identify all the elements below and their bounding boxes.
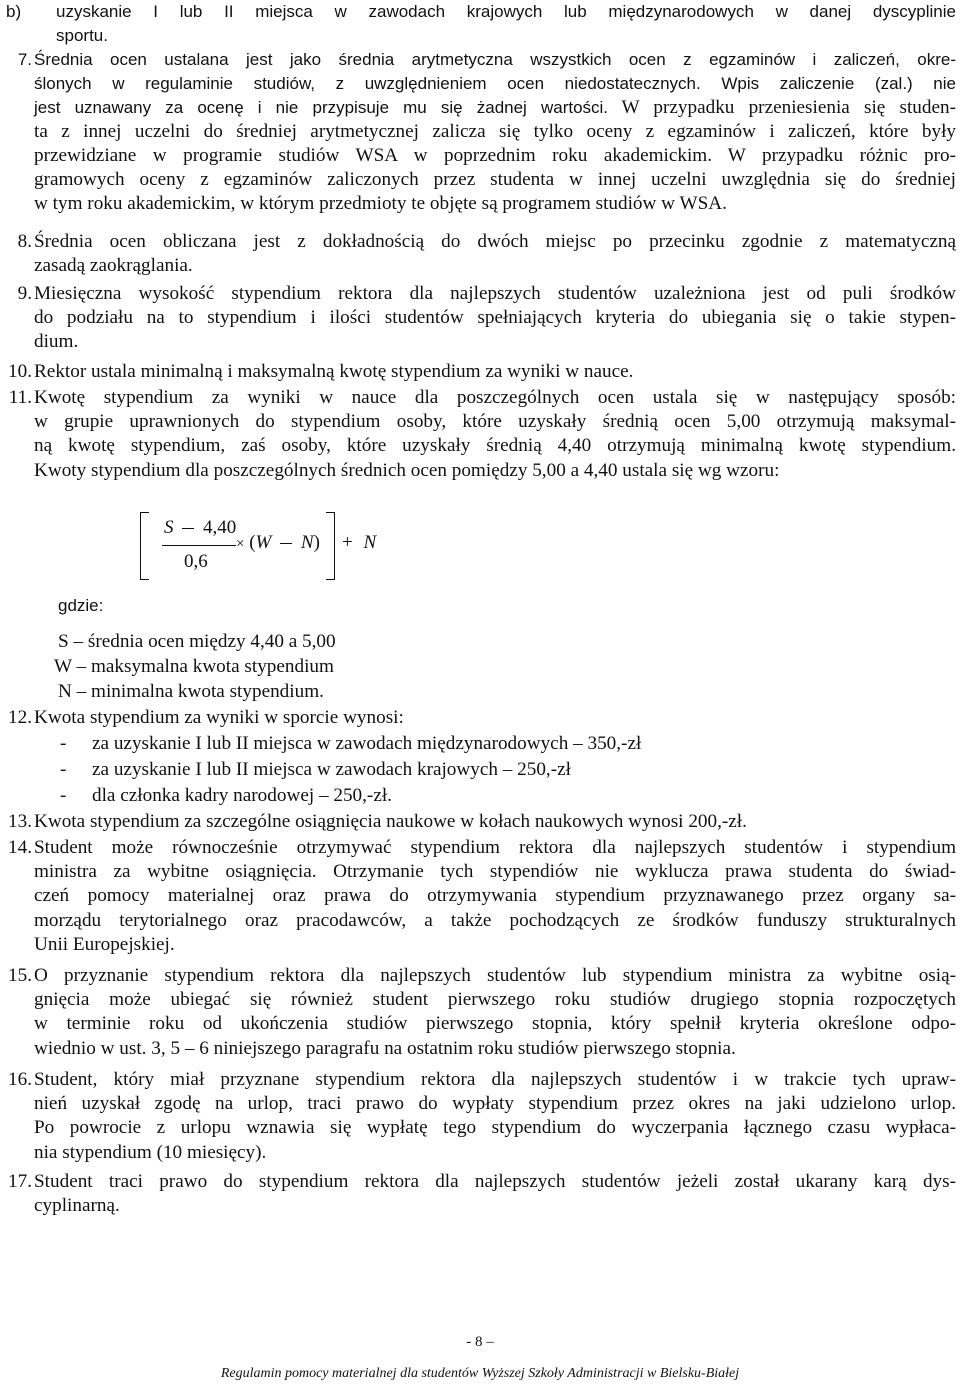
page-number: - 8 – — [466, 1334, 494, 1350]
paragraph-number: 14. — [8, 837, 32, 858]
stipend-formula — [140, 512, 400, 580]
text-line: nień uzyskał zgodę na urlop, traci prawo do wypłaty stypendium przez okres na jaki udzielono urlop. — [34, 1093, 956, 1115]
paragraph-number: 12. — [8, 707, 32, 728]
text-line: morządu terytorialnego oraz pracodawców, a także pochodzących ze środków funduszy strukturalnych — [34, 909, 956, 931]
text-line: Kwota stypendium za wyniki w sporcie wynosi: — [34, 707, 404, 728]
text-line: gramowych oceny z egzaminów zaliczonych przez studenta w innej uczelni uwzględnia się do średniej — [34, 169, 956, 191]
text-line: zasadą zaokrąglania. — [34, 255, 193, 277]
text-line: gnięcia może ubiegać się również student pierwszego roku studiów drugiego stopnia rozpoczętych — [34, 989, 956, 1011]
text-line: W przypadku przeniesienia się studen- — [621, 97, 956, 118]
text-line: O przyznanie stypendium rektora dla najlepszych studentów lub stypendium ministra za wybitne osią- — [34, 965, 956, 986]
text-line: dium. — [34, 331, 79, 353]
text-line: Rektor ustala minimalną i maksymalną kwotę stypendium za wyniki w nauce. — [34, 361, 634, 382]
legend-item: W – maksymalna kwota stypendium — [54, 656, 334, 677]
paragraph-number: 11. — [8, 387, 32, 408]
text-line: Kwotę stypendium za wyniki w nauce dla poszczególnych ocen ustala się w następujący sposób: — [34, 387, 956, 408]
paragraph-number: 8. — [17, 231, 32, 252]
text-line: cyplinarną. — [34, 1195, 120, 1217]
formula-numerator: S 4,40 — [164, 517, 237, 538]
formula-right-bracket — [326, 512, 335, 580]
fraction-bar — [162, 545, 236, 546]
text-line: ślonych w regulaminie studiów, z uwzględnieniem ocen niedostatecznych. Wpis zaliczenie (zal.) nie — [34, 74, 956, 93]
paragraph-number: 13. — [8, 811, 32, 832]
text-line: do podziału na to stypendium i ilości studentów spełniających kryteria do ubiegania się o takie stypen- — [34, 307, 956, 329]
formula-left-bracket — [140, 512, 149, 580]
text-line: wiednio w ust. 3, 5 – 6 niniejszego paragrafu na ostatnim roku studiów pierwszego stopnia. — [34, 1037, 736, 1059]
text-line: Kwota stypendium za szczególne osiągnięcia naukowe w kołach naukowych wynosi 200,-zł. — [34, 811, 747, 832]
paragraph-number: 16. — [8, 1069, 32, 1090]
text-line: nia stypendium (10 miesięcy). — [34, 1141, 267, 1163]
text-line: Unii Europejskiej. — [34, 933, 175, 955]
text-line: w terminie roku od ukończenia studiów pierwszego stopnia, który spełnił kryteria określone odpo- — [34, 1013, 956, 1035]
text-line: Kwoty stypendium dla poszczególnych średnich ocen pomiędzy 5,00 a 4,40 ustala się wg wzoru: — [34, 459, 780, 481]
formula-product: × (W N) — [236, 532, 320, 553]
text-line: W przypadku różnic pro- — [727, 145, 957, 167]
formula-sum: + N — [342, 532, 377, 553]
text-line: uzyskanie I lub II miejsca w zawodach krajowych lub międzynarodowych w danej dyscyplinie — [56, 2, 956, 21]
text-line: Student może równocześnie otrzymywać stypendium rektora dla najlepszych studentów i stypendium — [34, 837, 956, 858]
text-line: Po powrocie z urlopu wznawia się wypłatę tego stypendium do wyczerpania łącznego czasu wypłaca- — [34, 1117, 956, 1139]
paragraph-number: 17. — [8, 1171, 32, 1192]
legend-item: S – średnia ocen między 4,40 a 5,00 — [58, 631, 336, 652]
text-line: Student traci prawo do stypendium rektora dla najlepszych studentów jeżeli został ukarany karą dys- — [34, 1171, 956, 1192]
minus-sign — [280, 543, 292, 544]
text-line: czeń pomocy materialnej oraz prawa do otrzymywania stypendium przyznawanego przez organy sa- — [34, 885, 956, 907]
minus-sign — [182, 528, 194, 529]
legend-item: N – minimalna kwota stypendium. — [58, 681, 324, 702]
text-line: Średnia ocen obliczana jest z dokładnością do dwóch miejsc po przecinku zgodnie z matematyczną — [34, 231, 956, 252]
paragraph-number: 7. — [17, 50, 32, 69]
paragraph-number: 10. — [8, 361, 32, 382]
text-line: Student, który miał przyznane stypendium rektora dla najlepszych studentów i w trakcie tych upraw- — [34, 1069, 956, 1090]
text-line: Miesięczna wysokość stypendium rektora dla najlepszych studentów uzależniona jest od puli środków — [34, 283, 956, 304]
paragraph-number: 9. — [17, 283, 32, 304]
text-line: jest uznawany za ocenę i nie przypisuje mu się żadnej wartości. — [34, 98, 609, 117]
text-line: przewidziane w programie studiów WSA w poprzednim roku akademickim. — [34, 145, 713, 167]
text-line: w tym roku akademickim, w którym przedmioty te objęte są programem studiów w WSA. — [34, 193, 727, 215]
text-line: Średnia ocen ustalana jest jako średnia arytmetyczna wszystkich ocen z egzaminów i zaliczeń, okre- — [34, 50, 956, 69]
paragraph-number: 15. — [8, 965, 32, 986]
text-line: ta z innej uczelni do średniej arytmetycznej zalicza się tylko oceny z egzaminów i zaliczeń, które były — [34, 121, 956, 142]
item-marker: b) — [6, 2, 22, 21]
text-line: ną kwotę stypendium, zaś osoby, które uzyskały średnią 4,40 otrzymują minimalną kwotę stypendium. — [34, 435, 956, 457]
text-line: w grupie uprawnionych do stypendium osoby, które uzyskały średnią ocen 5,00 otrzymują maksymal- — [34, 411, 956, 433]
text-line: sportu. — [56, 26, 108, 45]
formula-denominator: 0,6 — [184, 551, 208, 572]
page-footer: Regulamin pomocy materialnej dla studentów Wyższej Szkoły Administracji w Bielsku-Białej — [220, 1366, 740, 1381]
text-line: ministra za wybitne osiągnięcia. Otrzymanie tych stypendiów nie wyklucza prawa studenta do świad- — [34, 861, 956, 883]
document-page: b) uzyskanie I lub II miejsca w zawodach krajowych lub międzynarodowych w danej dyscyplinie sportu. 7. Średnia ocen ustalana jest jako średnia arytmetyczna wszystkich ocen z egzaminów i zaliczeń, okre- ślonych w regulaminie studiów, z uwzględnieniem ocen niedostatecznych. Wpis zaliczenie (zal.) nie jest uznawany za ocenę i nie przypisuje mu się żadnej wartości. W przypadku przeniesienia się studen- ta z innej uczelni do średniej arytmetycznej zalicza się tylko oceny z egzaminów i zaliczeń, które były przewidziane w programie studiów WSA w poprzednim roku akademickim. W przypadku różnic pro- gramowych oceny z egzaminów zaliczonych przez studenta w innej uczelni uwzględnia się do średniej w tym roku akademickim, w którym przedmioty te objęte są programem studiów w WSA. 8. Średnia ocen obliczana jest z dokładnością do dwóch miejsc po przecinku zgodnie z matematyczną zasadą zaokrąglania. 9. Miesięczna wysokość stypendium rektora dla najlepszych studentów uzależniona jest od puli środków do podziału na to stypendium i ilości studentów spełniających kryteria do ubiegania się o takie stypen- dium. 10. Rektor ustala minimalną i maksymalną kwotę stypendium za wyniki w nauce. 11. Kwotę stypendium za wyniki w nauce dla poszczególnych ocen ustala się w następujący sposób: w grupie uprawnionych do stypendium osoby, które uzyskały średnią ocen 5,00 otrzymują maksymal- ną kwotę stypendium, zaś osoby, które uzyskały średnią 4,40 otrzymują minimalną kwotę stypendium. Kwoty stypendium dla poszczególnych średnich ocen pomiędzy 5,00 a 4,40 ustala się wg wzoru: S 4,40 0,6 × (W N) + N gdzie: S – średnia ocen między 4,40 a 5,00 W – maksymalna kwota stypendium N – minimalna kwota stypendium. 12. Kwota stypendium za wyniki w sporcie wynosi: - za uzyskanie I lub II miejsca w zawodach międzynarodowych – 350,-zł - za uzyskanie I lub II miejsca w zawodach krajowych – 250,-zł - dla członka kadry narodowej – 250,-zł. 13. Kwota stypendium za szczególne osiągnięcia naukowe w kołach naukowych wynosi 200,-zł. 14. Student może równocześnie otrzymywać stypendium rektora dla najlepszych studentów i stypendium ministra za wybitne osiągnięcia. Otrzymanie tych stypendiów nie wyklucza prawa studenta do świad- czeń pomocy materialnej oraz prawa do otrzymywania stypendium przyznawanego przez organy sa- morządu terytorialnego oraz pracodawców, a także pochodzących ze środków funduszy strukturalnych Unii Europejskiej. 15. O przyznanie stypendium rektora dla najlepszych studentów lub stypendium ministra za wybitne osią- gnięcia może ubiegać się również student pierwszego roku studiów drugiego stopnia rozpoczętych w terminie roku od ukończenia studiów pierwszego stopnia, który spełnił kryteria określone odpo- wiednio w ust. 3, 5 – 6 niniejszego paragrafu na ostatnim roku studiów pierwszego stopnia. 16. Student, który miał przyznane stypendium rektora dla najlepszych studentów i w trakcie tych upraw- nień uzyskał zgodę na urlop, traci prawo do wypłaty stypendium przez okres na jaki udzielono urlop. Po powrocie z urlopu wznawia się wypłatę tego stypendium do wyczerpania łącznego czasu wypłaca- nia stypendium (10 miesięcy). 17. Student traci prawo do stypendium rektora dla najlepszych studentów jeżeli został ukarany karą dys- cyplinarną. - 8 – Regulamin pomocy materialnej dla studentów Wyższej Szkoły Administracji w Bielsku-Białej — [0, 0, 960, 1388]
